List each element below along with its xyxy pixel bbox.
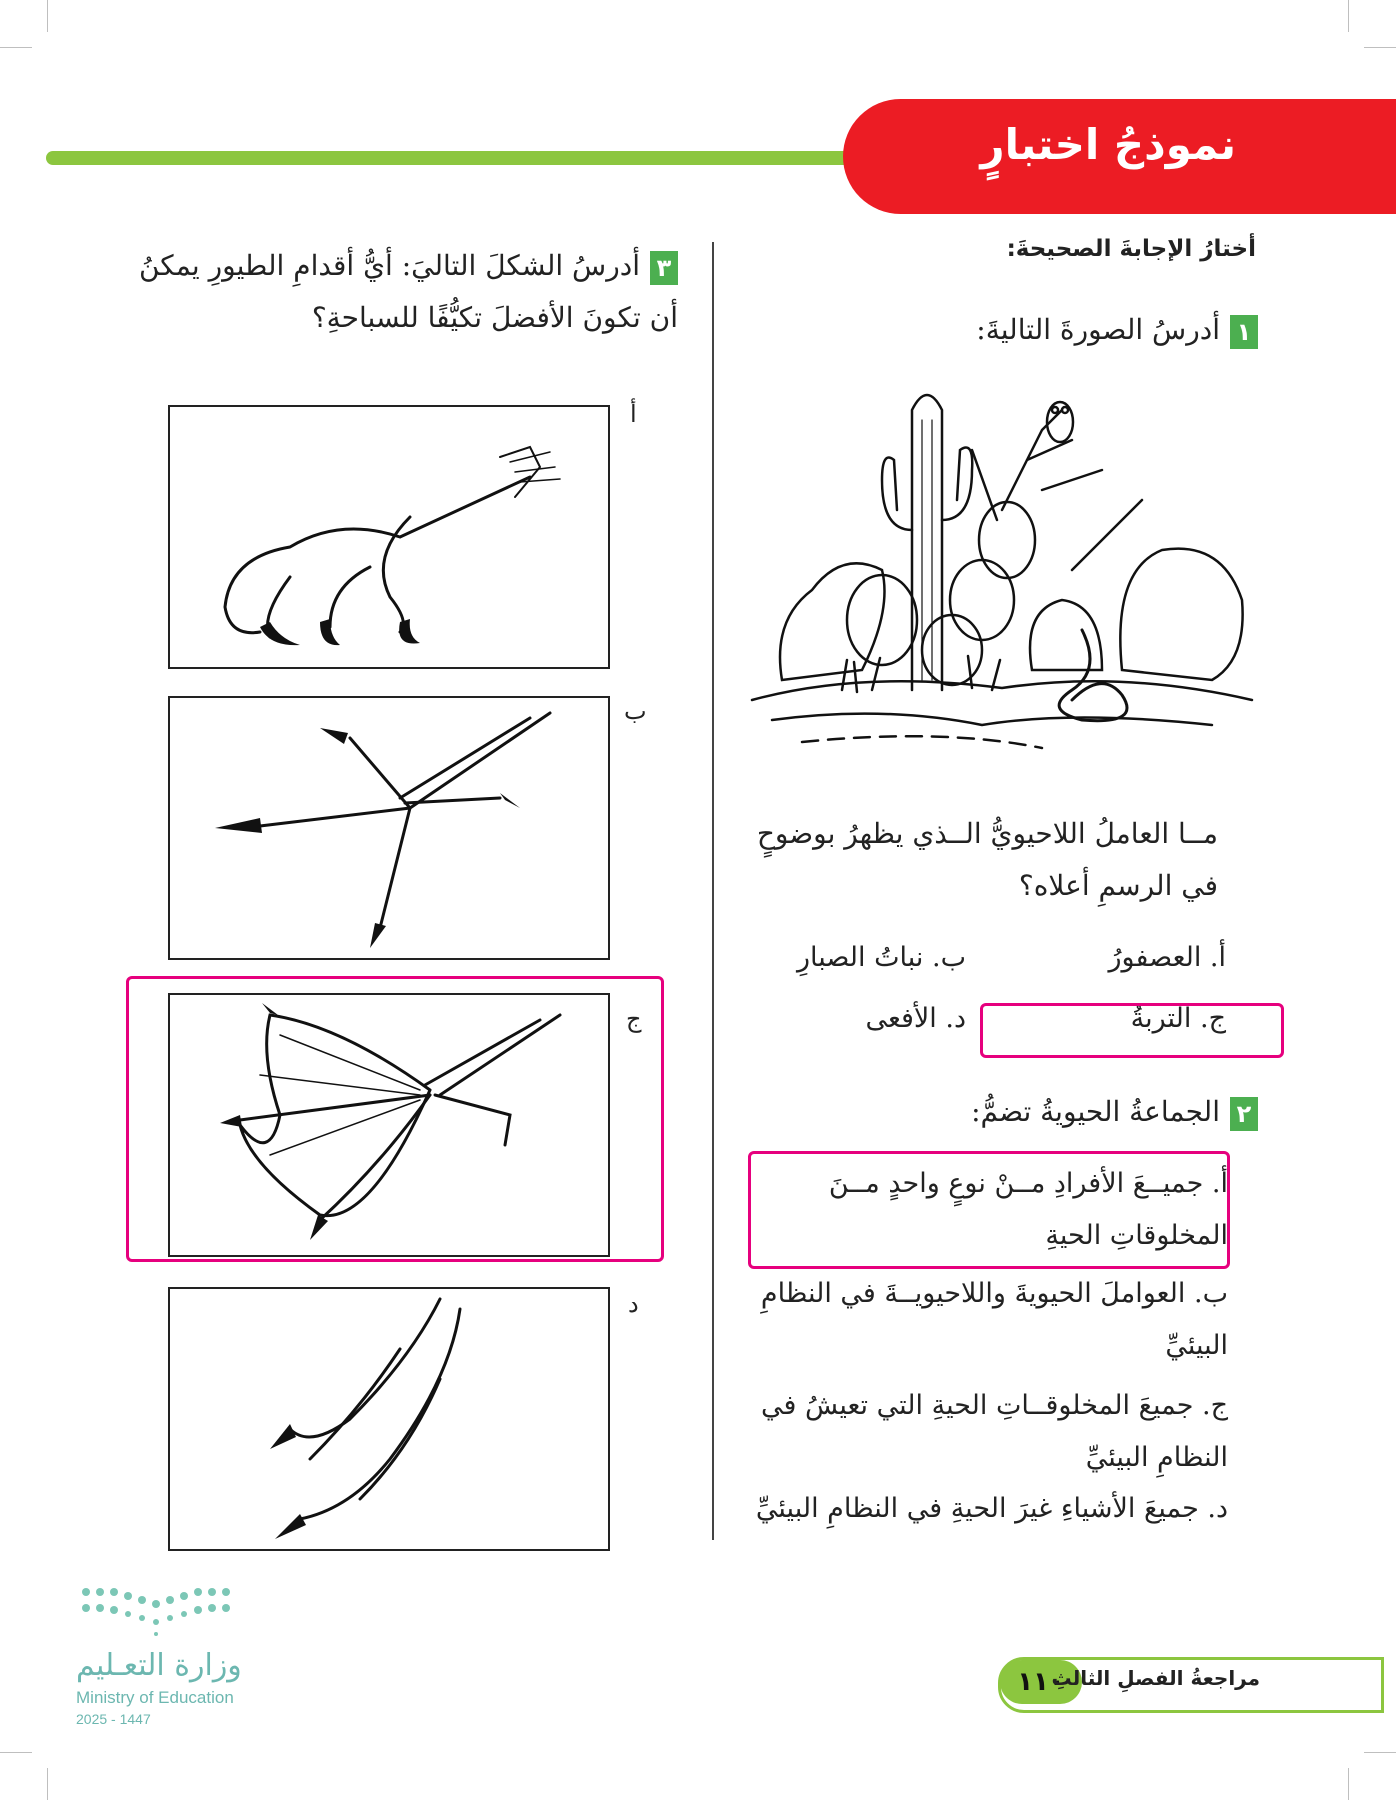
- crop-mark: [0, 47, 32, 48]
- bird-foot-option-b[interactable]: [168, 696, 610, 960]
- question-3-prompt-text: أدرسُ الشكلَ التاليَ: أيُّ أقدامِ الطيورِ يمكنُ أن تكونَ الأفضلَ تكيُّفًا للسباحةِ؟: [138, 249, 678, 334]
- crop-mark: [1348, 1768, 1349, 1800]
- ministry-name-en: Ministry of Education: [76, 1688, 234, 1707]
- page-number: ١١٠: [1000, 1660, 1082, 1704]
- q2-option-c[interactable]: ج. جميعَ المخلوقــاتِ الحيةِ التي تعيشُ في النظامِ البيئيِّ: [760, 1390, 1228, 1473]
- ministry-name-ar: وزارة التعـليم: [76, 1648, 242, 1683]
- crop-mark: [47, 1768, 48, 1800]
- question-2-prompt-text: الجماعةُ الحيويةُ تضمُّ:: [971, 1095, 1220, 1128]
- crop-mark: [0, 1752, 32, 1753]
- right-bush: [1120, 549, 1242, 680]
- q2-option-a[interactable]: أ. جميــعَ الأفرادِ مــنْ نوعٍ واحدٍ مــنَ المخلوقاتِ الحيةِ: [828, 1168, 1228, 1251]
- q2-option-d[interactable]: د. جميعَ الأشياءِ غيرَ الحيةِ في النظامِ البيئيِّ: [755, 1493, 1228, 1524]
- crop-mark: [1364, 47, 1396, 48]
- option-letter-b: ب: [624, 697, 647, 725]
- question-number-badge: ١: [1230, 315, 1258, 349]
- q1-option-c[interactable]: ج. التربةُ: [1130, 1003, 1226, 1034]
- question-3-prompt: [118, 240, 678, 344]
- question-2-prompt: [971, 1086, 1258, 1138]
- crop-mark: [47, 0, 48, 32]
- page-title: نموذجُ اختبارٍ: [980, 120, 1236, 169]
- crop-mark: [1348, 0, 1349, 32]
- question-1-prompt-text: أدرسُ الصورةَ التاليةَ:: [976, 313, 1220, 346]
- q1-answer-highlight: [980, 1003, 1284, 1058]
- perching-foot-illustration: [170, 698, 608, 958]
- q1-option-d[interactable]: د. الأفعى: [865, 1003, 966, 1034]
- saguaro-cactus: [912, 395, 942, 690]
- bird-foot-option-d[interactable]: [168, 1287, 610, 1551]
- question-1-text: مــا العاملُ اللاحيويُّ الــذي يظهرُ بوضوحٍ في الرسمِ أعلاه؟: [756, 817, 1218, 902]
- dead-tree: [972, 410, 1142, 570]
- question-number-badge: ٣: [650, 251, 678, 285]
- crop-mark: [1364, 1752, 1396, 1753]
- q1-option-a[interactable]: أ. العصفورُ: [1108, 942, 1226, 973]
- bird-foot-option-a[interactable]: [168, 405, 610, 669]
- instruction-text: أختارُ الإجابةَ الصحيحةَ:: [1006, 236, 1256, 262]
- q3-answer-highlight: [126, 976, 664, 1262]
- chapter-review-label: مراجعةُ الفصلِ الثالثِ: [1051, 1666, 1260, 1690]
- ministry-logo: [76, 1582, 246, 1646]
- ministry-year: 2025 - 1447: [76, 1711, 151, 1727]
- question-1-prompt: [976, 304, 1258, 356]
- ground: [752, 681, 1252, 700]
- snake: [1059, 630, 1127, 721]
- option-letter-c: ج: [626, 1005, 642, 1033]
- q1-option-b[interactable]: ب. نباتُ الصبارِ: [796, 942, 966, 973]
- header-rule: [46, 151, 866, 165]
- column-divider: [712, 242, 714, 1540]
- question-number-badge: ٢: [1230, 1097, 1258, 1131]
- climbing-foot-illustration: [170, 1289, 608, 1549]
- talon-foot-illustration: [170, 407, 608, 667]
- desert-scene-illustration: [742, 370, 1262, 770]
- q2-option-b[interactable]: ب. العواملَ الحيويةَ واللاحيويــةَ في النظامِ البيئيِّ: [760, 1278, 1228, 1361]
- option-letter-d: د: [628, 1290, 639, 1318]
- option-letter-a: أ: [630, 400, 637, 428]
